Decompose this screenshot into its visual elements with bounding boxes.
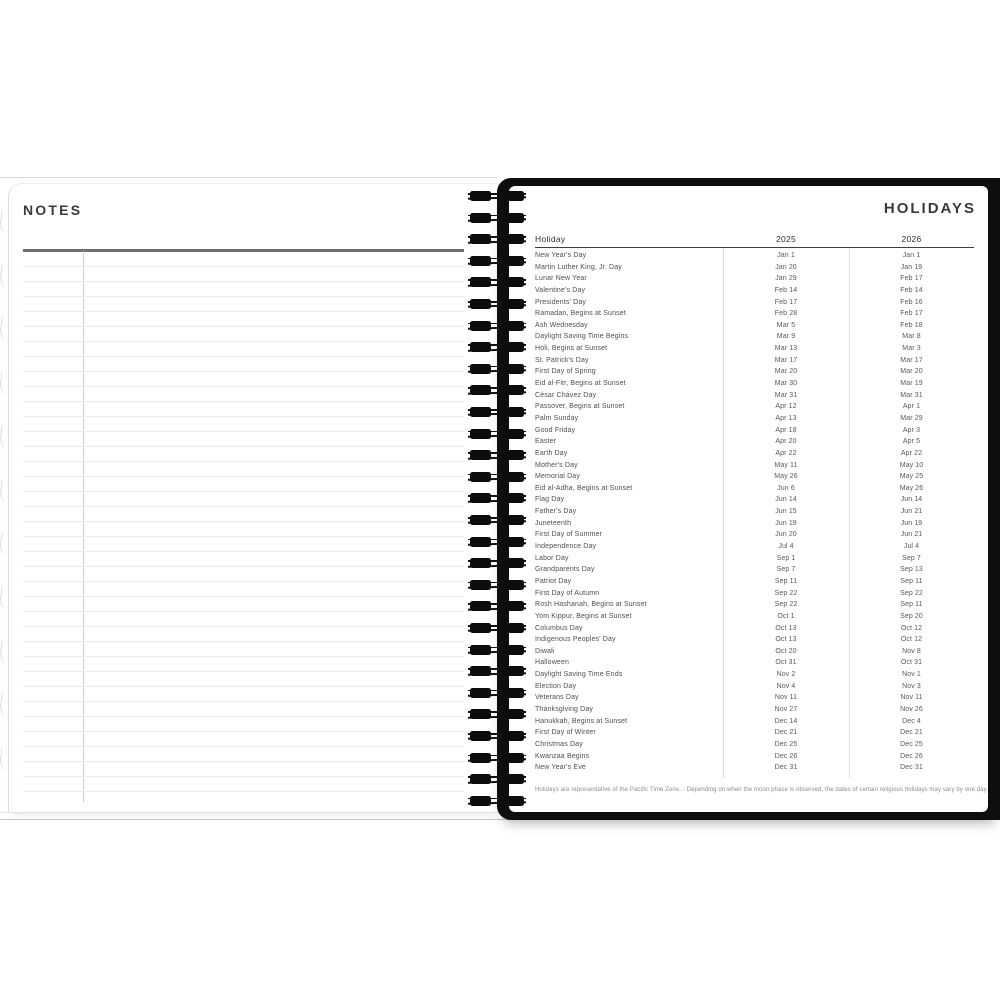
table-row (535, 355, 974, 367)
spiral-pad-right (503, 277, 524, 287)
spiral-binding (468, 186, 528, 812)
column-divider-1 (723, 248, 724, 778)
spiral-loop (468, 753, 526, 763)
spiral-pad-right (503, 191, 524, 201)
date-2025: Apr 18 (775, 426, 797, 434)
table-row (535, 308, 974, 320)
table-row (535, 273, 974, 285)
holiday-name: Labor Day (535, 554, 569, 562)
holiday-name: Daylight Saving Time Begins (535, 333, 629, 341)
notes-title: NOTES (23, 202, 83, 218)
date-2026: Jun 21 (900, 508, 923, 516)
table-row (535, 436, 974, 448)
date-2026: Oct 31 (900, 659, 923, 667)
date-2026: Sep 11 (900, 601, 923, 609)
spiral-pad-right (503, 493, 524, 503)
spiral-pad-right (503, 537, 524, 547)
date-2026: Nov 11 (900, 694, 923, 702)
date-2025: Jul 4 (778, 543, 794, 551)
date-2026: Dec 26 (900, 752, 923, 760)
table-row (535, 460, 974, 472)
date-2025: Oct 13 (775, 636, 797, 644)
date-2026: Sep 11 (900, 577, 923, 585)
spiral-pad-right (503, 645, 524, 655)
date-2026: Mar 19 (900, 380, 923, 388)
holiday-name: New Year's Eve (535, 764, 586, 772)
spiral-loop (468, 515, 526, 525)
date-2026: Oct 12 (900, 624, 923, 632)
holiday-name: Kwanzaa Begins (535, 752, 590, 760)
date-2025: Dec 25 (774, 740, 798, 748)
date-2026: Jan 19 (900, 263, 923, 271)
date-2026: Mar 3 (902, 345, 921, 353)
spiral-pad-left (470, 364, 491, 374)
spiral-loop (468, 191, 526, 201)
holiday-name: Memorial Day (535, 473, 580, 481)
table-row (535, 320, 974, 332)
table-row (535, 646, 974, 658)
table-row (535, 494, 974, 506)
date-2025: Apr 22 (775, 449, 797, 457)
date-2026: Mar 17 (900, 356, 923, 364)
date-2026: Mar 29 (900, 414, 923, 422)
date-2025: Mar 5 (776, 321, 796, 329)
table-row (535, 634, 974, 646)
date-2025: Mar 31 (774, 391, 798, 399)
spiral-loop (468, 796, 526, 806)
date-2026: Mar 8 (902, 333, 921, 341)
table-row (535, 704, 974, 716)
date-2026: Mar 31 (900, 391, 923, 399)
spiral-pad-left (470, 450, 491, 460)
date-2026: Apr 3 (902, 426, 921, 434)
spiral-loop (468, 342, 526, 352)
table-row (535, 692, 974, 704)
holiday-name: New Year's Day (535, 252, 587, 259)
holiday-name: Hanukkah, Begins at Sunset (535, 717, 628, 725)
table-row (535, 331, 974, 343)
spiral-pad-right (503, 364, 524, 374)
date-2025: Oct 1 (777, 612, 795, 620)
holiday-name: St. Patrick's Day (535, 356, 589, 364)
holiday-name: Ash Wednesday (535, 321, 588, 329)
holiday-name: Easter (535, 438, 557, 446)
stacked-page-top-edge (0, 177, 497, 178)
table-row (535, 529, 974, 541)
table-row (535, 588, 974, 600)
table-row (535, 378, 974, 390)
date-2025: Jun 20 (775, 531, 797, 539)
holiday-name: Columbus Day (535, 624, 583, 632)
spiral-loop (468, 256, 526, 266)
date-2025: Dec 31 (774, 764, 798, 772)
holiday-name: Ramadan, Begins at Sunset (535, 310, 626, 318)
spiral-pad-left (470, 645, 491, 655)
date-2025: Jan 1 (777, 252, 795, 259)
holiday-name: Holi, Begins at Sunset (535, 345, 608, 353)
date-2025: Mar 30 (774, 380, 798, 388)
spiral-loop (468, 450, 526, 460)
spiral-pad-left (470, 407, 491, 417)
date-2025: Apr 12 (775, 403, 797, 411)
date-2025: Jan 20 (775, 263, 797, 271)
stacked-page-bottom-edge-2 (0, 819, 509, 820)
spiral-pad-left (470, 385, 491, 395)
spiral-pad-left (470, 472, 491, 482)
spiral-loop (468, 385, 526, 395)
spiral-loop (468, 321, 526, 331)
table-row (535, 716, 974, 728)
notes-page (8, 183, 499, 813)
spiral-loop (468, 537, 526, 547)
holiday-name: Father's Day (535, 508, 577, 516)
holiday-name: Veterans Day (535, 694, 579, 702)
spiral-loop (468, 299, 526, 309)
spiral-loop (468, 234, 526, 244)
date-2026: Apr 5 (902, 438, 921, 446)
date-2026: Nov 1 (902, 671, 921, 679)
spiral-pad-right (503, 515, 524, 525)
date-2025: Apr 13 (775, 414, 797, 422)
table-header (535, 234, 974, 248)
date-2026: Dec 4 (902, 717, 921, 725)
date-2025: Mar 13 (774, 345, 798, 353)
date-2026: Feb 17 (900, 310, 923, 318)
spiral-loop (468, 558, 526, 568)
table-row (535, 483, 974, 495)
holidays-page (509, 186, 988, 812)
table-rows (535, 250, 974, 774)
holiday-name: First Day of Winter (535, 729, 596, 737)
table-row (535, 681, 974, 693)
date-2025: Jan 29 (775, 275, 797, 283)
holiday-name: Palm Sunday (535, 414, 579, 422)
table-row (535, 518, 974, 530)
spiral-pad-right (503, 450, 524, 460)
date-2025: Dec 21 (774, 729, 798, 737)
date-2025: Apr 20 (775, 438, 797, 446)
date-2026: Nov 8 (902, 647, 921, 655)
date-2025: Sep 7 (776, 566, 796, 574)
spiral-pad-right (503, 601, 524, 611)
holiday-name: Thanksgiving Day (535, 705, 594, 713)
spiral-pad-left (470, 601, 491, 611)
holiday-name: Rosh Hashanah, Begins at Sunset (535, 601, 647, 609)
spiral-pad-right (503, 213, 524, 223)
table-row (535, 657, 974, 669)
spiral-pad-left (470, 429, 491, 439)
table-row (535, 401, 974, 413)
date-2026: Nov 3 (902, 682, 921, 690)
table-row (535, 553, 974, 565)
holiday-name: Independence Day (535, 543, 597, 551)
date-2025: Feb 14 (774, 286, 798, 294)
holiday-name: First Day of Autumn (535, 589, 600, 597)
date-2025: Nov 11 (774, 694, 798, 702)
date-2025: Feb 17 (774, 298, 798, 306)
spiral-pad-right (503, 429, 524, 439)
spiral-pad-left (470, 623, 491, 633)
spiral-loop (468, 213, 526, 223)
table-row (535, 448, 974, 460)
date-2026: May 25 (899, 473, 924, 481)
date-2025: May 11 (774, 461, 798, 469)
spiral-pad-right (503, 753, 524, 763)
spiral-pad-left (470, 515, 491, 525)
table-row (535, 425, 974, 437)
table-row (535, 366, 974, 378)
table-row (535, 611, 974, 623)
column-header-holiday: Holiday (535, 234, 566, 244)
holiday-name: Juneteenth (535, 519, 572, 527)
date-2026: Jun 21 (900, 531, 923, 539)
spiral-loop (468, 407, 526, 417)
date-2026: Feb 18 (900, 321, 923, 329)
table-row (535, 751, 974, 763)
holiday-name: Passover, Begins at Sunset (535, 403, 625, 411)
spiral-pad-left (470, 321, 491, 331)
table-row (535, 564, 974, 576)
date-2025: Mar 20 (774, 368, 798, 376)
table-row (535, 285, 974, 297)
spiral-pad-left (470, 191, 491, 201)
date-2025: Jun 14 (775, 496, 797, 504)
spiral-pad-left (470, 299, 491, 309)
holiday-name: Mother's Day (535, 461, 578, 469)
table-row (535, 541, 974, 553)
table-row (535, 297, 974, 309)
date-2026: Sep 22 (900, 589, 923, 597)
table-row (535, 250, 974, 262)
spiral-loop (468, 645, 526, 655)
date-2025: Mar 9 (776, 333, 796, 341)
spiral-pad-right (503, 407, 524, 417)
date-2026: Feb 16 (900, 298, 923, 306)
holiday-name: Christmas Day (535, 740, 583, 748)
date-2025: Sep 11 (774, 577, 798, 585)
table-row (535, 413, 974, 425)
table-row (535, 471, 974, 483)
spiral-pad-left (470, 277, 491, 287)
date-2026: Oct 12 (900, 636, 923, 644)
spiral-loop (468, 774, 526, 784)
date-2026: Dec 25 (900, 740, 923, 748)
notes-header-rule (23, 249, 464, 252)
table-row (535, 669, 974, 681)
date-2025: Oct 13 (775, 624, 797, 632)
date-2026: Apr 22 (900, 449, 923, 457)
date-2026: Feb 17 (900, 275, 923, 283)
holiday-name: Election Day (535, 682, 577, 690)
date-2026: Jun 14 (900, 496, 923, 504)
holiday-name: First Day of Spring (535, 368, 596, 376)
spiral-loop (468, 429, 526, 439)
holiday-name: Good Friday (535, 426, 576, 434)
column-divider-2 (849, 248, 850, 778)
holiday-name: Halloween (535, 659, 570, 667)
date-2025: Nov 2 (776, 671, 796, 679)
holiday-name: Eid al-Fitr, Begins at Sunset (535, 380, 626, 388)
holiday-table (535, 234, 974, 774)
table-row (535, 576, 974, 588)
date-2026: Sep 20 (900, 612, 923, 620)
holiday-name: Flag Day (535, 496, 565, 504)
spiral-loop (468, 493, 526, 503)
holiday-name: César Chávez Day (535, 391, 597, 399)
holiday-name: Daylight Saving Time Ends (535, 671, 623, 679)
column-header-2025: 2025 (775, 234, 797, 244)
table-row (535, 762, 974, 774)
date-2026: Sep 7 (902, 554, 921, 562)
holiday-name: Valentine's Day (535, 286, 586, 294)
spiral-pad-left (470, 580, 491, 590)
holiday-name: Indigenous Peoples' Day (535, 636, 616, 644)
spiral-pad-left (470, 688, 491, 698)
spiral-pad-right (503, 580, 524, 590)
spiral-pad-right (503, 623, 524, 633)
date-2025: Jun 19 (775, 519, 797, 527)
date-2025: Dec 14 (774, 717, 798, 725)
date-2026: Feb 14 (900, 286, 923, 294)
table-row (535, 599, 974, 611)
date-2026: Mar 20 (900, 368, 923, 376)
spiral-pad-right (503, 774, 524, 784)
spiral-loop (468, 623, 526, 633)
date-2025: Oct 20 (775, 647, 797, 655)
date-2026: Jun 19 (900, 519, 923, 527)
date-2025: Sep 1 (776, 554, 796, 562)
holiday-name: Eid al-Adha, Begins at Sunset (535, 484, 633, 492)
date-2026: Jan 1 (902, 252, 921, 259)
spiral-pad-left (470, 753, 491, 763)
spiral-pad-right (503, 666, 524, 676)
date-2026: May 26 (899, 484, 924, 492)
spiral-pad-left (470, 558, 491, 568)
column-header-2026: 2026 (901, 234, 922, 244)
spiral-pad-right (503, 234, 524, 244)
spiral-pad-right (503, 558, 524, 568)
spiral-pad-right (503, 709, 524, 719)
spiral-pad-left (470, 256, 491, 266)
spiral-pad-left (470, 342, 491, 352)
holiday-name: Diwali (535, 647, 555, 655)
spiral-loop (468, 688, 526, 698)
holiday-name: Earth Day (535, 449, 568, 457)
spiral-pad-right (503, 796, 524, 806)
date-2025: Sep 22 (774, 589, 798, 597)
date-2026: Sep 13 (900, 566, 923, 574)
date-2025: Jun 6 (777, 484, 795, 492)
date-2026: May 10 (899, 461, 924, 469)
spiral-pad-left (470, 731, 491, 741)
holiday-name: Lunar New Year (535, 275, 587, 283)
spiral-loop (468, 472, 526, 482)
spiral-pad-left (470, 796, 491, 806)
holiday-name: First Day of Summer (535, 531, 603, 539)
date-2026: Apr 1 (902, 403, 921, 411)
notes-ruled-lines (23, 266, 464, 803)
date-2025: Jun 15 (775, 508, 797, 516)
date-2026: Nov 26 (900, 705, 923, 713)
spiral-pad-left (470, 774, 491, 784)
date-2025: Nov 27 (774, 705, 798, 713)
table-row (535, 727, 974, 739)
stacked-page-bottom-edge-1 (0, 812, 502, 813)
date-2026: Dec 31 (900, 764, 923, 772)
spiral-loop (468, 731, 526, 741)
holiday-name: Yom Kippur, Begins at Sunset (535, 612, 632, 620)
table-row (535, 262, 974, 274)
date-2025: Dec 26 (774, 752, 798, 760)
date-2026: Jul 4 (903, 543, 920, 551)
date-2026: Dec 21 (900, 729, 923, 737)
date-2025: Mar 17 (774, 356, 798, 364)
spiral-loop (468, 709, 526, 719)
spiral-pad-right (503, 472, 524, 482)
table-row (535, 506, 974, 518)
spiral-pad-left (470, 709, 491, 719)
spiral-loop (468, 580, 526, 590)
spiral-loop (468, 277, 526, 287)
table-row (535, 390, 974, 402)
holiday-name: Martin Luther King, Jr. Day (535, 263, 622, 271)
spiral-pad-right (503, 688, 524, 698)
spiral-loop (468, 601, 526, 611)
table-row (535, 623, 974, 635)
spiral-pad-left (470, 234, 491, 244)
spiral-pad-right (503, 256, 524, 266)
holidays-footnote: Holidays are representative of the Pacific Time Zone. · Depending on when the moon phase is observed, the dates of certain religious holidays may vary by one day. (535, 787, 988, 793)
holiday-name: Patriot Day (535, 577, 572, 585)
date-2025: May 26 (774, 473, 798, 481)
holidays-title: HOLIDAYS (883, 200, 976, 217)
table-row (535, 739, 974, 751)
spiral-pad-right (503, 321, 524, 331)
holiday-name: Grandparents Day (535, 566, 595, 574)
table-row (535, 343, 974, 355)
spiral-pad-right (503, 385, 524, 395)
spiral-loop (468, 364, 526, 374)
date-2025: Feb 28 (774, 310, 798, 318)
spiral-pad-left (470, 537, 491, 547)
spiral-loop (468, 666, 526, 676)
spiral-pad-left (470, 213, 491, 223)
spiral-pad-right (503, 342, 524, 352)
date-2025: Sep 22 (774, 601, 798, 609)
spiral-pad-left (470, 666, 491, 676)
spiral-pad-left (470, 493, 491, 503)
spiral-pad-right (503, 731, 524, 741)
date-2025: Nov 4 (776, 682, 796, 690)
holiday-name: Presidents' Day (535, 298, 587, 306)
spiral-pad-right (503, 299, 524, 309)
date-2025: Oct 31 (775, 659, 797, 667)
